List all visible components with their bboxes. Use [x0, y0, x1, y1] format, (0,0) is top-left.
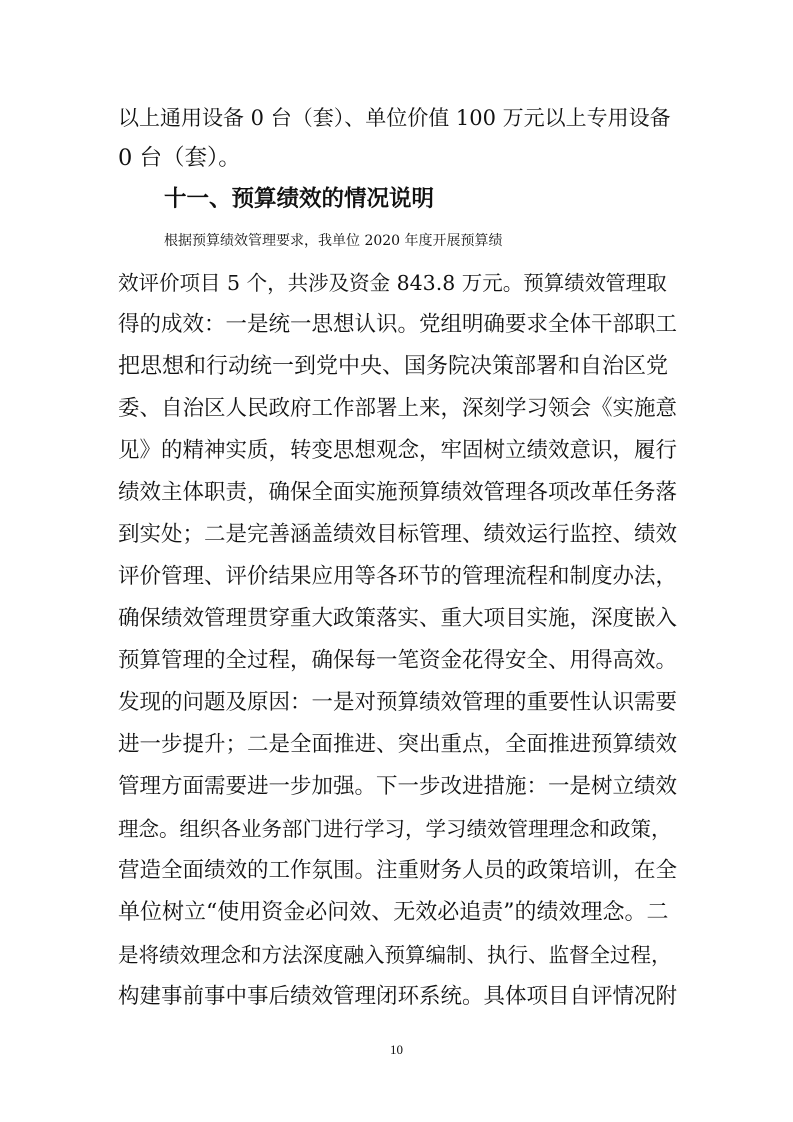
text-line: 0 台（套）。 — [118, 145, 241, 171]
paragraph-line: 评价管理、评价结果应用等各环节的管理流程和制度办法， — [118, 564, 678, 589]
paragraph-line: 绩效主体职责，确保全面实施预算绩效管理各项改革任务落 — [118, 480, 678, 505]
paragraph-line: 把思想和行动统一到党中央、国务院决策部署和自治区党 — [118, 354, 669, 379]
paragraph-line: 见》的精神实质，转变思想观念，牢固树立绩效意识，履行 — [118, 438, 678, 463]
paragraph-line: 发现的问题及原因：一是对预算绩效管理的重要性认识需要 — [118, 690, 678, 715]
paragraph-line: 理念。组织各业务部门进行学习，学习绩效管理理念和政策， — [118, 817, 672, 841]
paragraph-line: 进一步提升；二是全面推进、突出重点，全面推进预算绩效 — [118, 732, 678, 757]
paragraph-line: 根据预算绩效管理要求，我单位 2020 年度开展预算绩 — [164, 233, 503, 249]
paragraph-line: 营造全面绩效的工作氛围。注重财务人员的政策培训，在全 — [118, 858, 678, 883]
paragraph-line: 得的成效：一是统一思想认识。党组明确要求全体干部职工 — [118, 312, 678, 337]
paragraph-line: 单位树立“使用资金必问效、无效必追责”的绩效理念。二 — [118, 900, 669, 925]
paragraph-line: 管理方面需要进一步加强。下一步改进措施：一是树立绩效 — [118, 774, 678, 799]
paragraph-line: 效评价项目 5 个，共涉及资金 843.8 万元。预算绩效管理取 — [118, 271, 667, 295]
paragraph-line: 是将绩效理念和方法深度融入预算编制、执行、监督全过程， — [118, 943, 672, 967]
page-number: 10 — [390, 1042, 403, 1057]
paragraph-line: 确保绩效管理贯穿重大政策落实、重大项目实施，深度嵌入 — [118, 606, 678, 631]
text-line: 以上通用设备 0 台（套）、单位价值 100 万元以上专用设备 — [118, 106, 671, 130]
paragraph-line: 到实处；二是完善涵盖绩效目标管理、绩效运行监控、绩效 — [118, 522, 678, 547]
paragraph-line: 预算管理的全过程，确保每一笔资金花得安全、用得高效。 — [118, 648, 678, 673]
paragraph-line: 构建事前事中事后绩效管理闭环系统。具体项目自评情况附 — [118, 984, 678, 1009]
section-heading: 十一、预算绩效的情况说明 — [164, 186, 435, 212]
paragraph-line: 委、自治区人民政府工作部署上来，深刻学习领会《实施意 — [118, 396, 678, 421]
